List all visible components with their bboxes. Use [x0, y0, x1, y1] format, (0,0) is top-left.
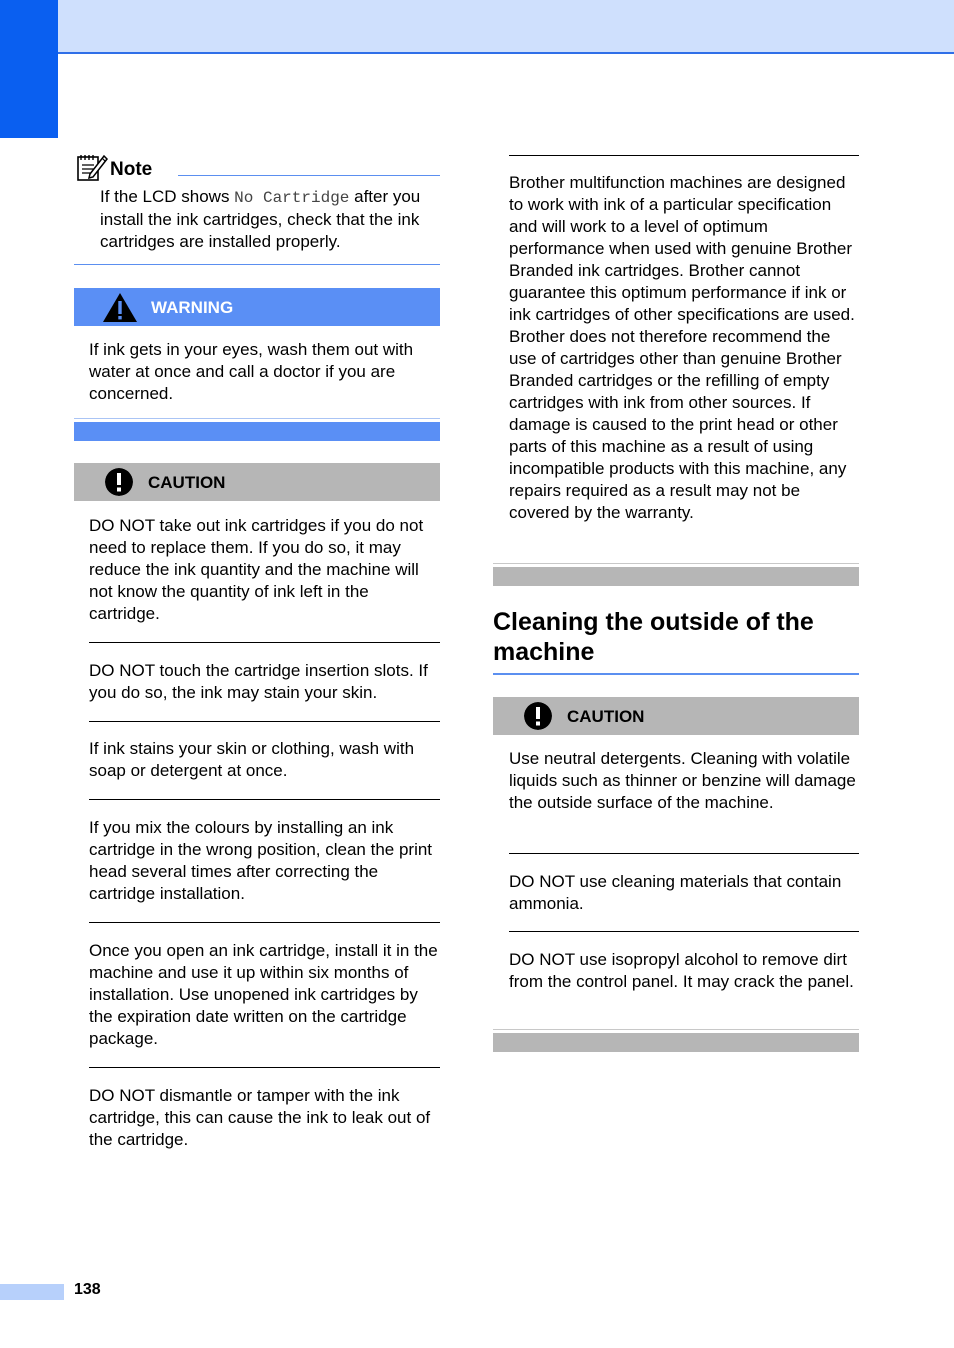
caution-item: DO NOT use cleaning materials that contain ammonia.	[509, 872, 842, 913]
section-title: Cleaning the outside of the machine	[493, 608, 814, 666]
caution-divider	[89, 721, 440, 722]
warning-text: If ink gets in your eyes, wash them out with water at once and call a doctor if you are concerned.	[89, 340, 414, 403]
exclamation-icon	[105, 468, 133, 496]
caution-item: Once you open an ink cartridge, install it in the machine and use it up within six months of installation. Use unopened ink cartridges by the expiration date written on the cartridge package.	[89, 941, 438, 1048]
note-pencil-icon	[76, 152, 108, 182]
page-number-bar	[0, 1284, 64, 1300]
caution-end-rule	[493, 1029, 859, 1030]
caution-item: If ink stains your skin or clothing, wash with soap or detergent at once.	[89, 739, 415, 780]
caution-item: If you mix the colours by installing an ink cartridge in the wrong position, clean the print head several times after correcting the cartridge installation.	[89, 818, 433, 903]
caution-item: DO NOT dismantle or tamper with the ink cartridge, this can cause the ink to leak out of the cartridge.	[89, 1086, 431, 1149]
caution-header	[493, 697, 859, 735]
chapter-tab	[0, 0, 58, 138]
warning-triangle-icon	[102, 292, 138, 323]
header-band	[0, 0, 954, 54]
note-text-after: after you install the ink cartridges, check that the ink cartridges are installed properly.	[100, 187, 421, 251]
caution-divider	[89, 922, 440, 923]
caution-header	[74, 463, 440, 501]
caution-end-rule	[493, 563, 859, 564]
caution-end-bar	[493, 1033, 859, 1052]
section-title-rule	[493, 673, 859, 675]
note-divider	[178, 175, 440, 176]
warning-end-bar	[74, 422, 440, 441]
note-title: Note	[110, 159, 153, 180]
caution-divider	[89, 642, 440, 643]
note-header	[76, 152, 440, 182]
caution-item: Brother multifunction machines are designed to work with ink of a particular specification and will work to a level of optimum performance when used with genuine Brother Branded ink cartridges. Brother cannot guarantee this optimum performance if ink or ink cartridges of other specifications are used. Brother does not therefore recommend the use of cartridges other than genuine Brother Branded cartridges or the refilling of empty cartridges with ink from other sources. If damage is caused to the print head or other parts of this machine as a result of using incompatible products with this machine, any repairs required as a result may not be covered by the warranty.	[509, 173, 855, 522]
warning-header	[74, 288, 440, 326]
exclamation-icon	[524, 702, 552, 730]
caution-divider	[509, 155, 859, 156]
warning-end-rule	[74, 418, 440, 419]
caution-label: CAUTION	[567, 707, 645, 726]
caution-end-bar	[493, 567, 859, 586]
caution-label: CAUTION	[148, 473, 226, 492]
lcd-message: No Cartridge	[234, 189, 350, 207]
caution-item: DO NOT use isopropyl alcohol to remove dirt from the control panel. It may crack the panel.	[509, 950, 854, 991]
caution-item: DO NOT touch the cartridge insertion slots. If you do so, the ink may stain your skin.	[89, 661, 428, 702]
page-number: 138	[74, 1281, 101, 1298]
note-text	[100, 186, 440, 253]
caution-item: Use neutral detergents. Cleaning with volatile liquids such as thinner or benzine will damage the outside surface of the machine.	[509, 749, 856, 812]
caution-divider	[89, 799, 440, 800]
caution-divider	[509, 931, 859, 932]
warning-label: WARNING	[151, 298, 234, 317]
caution-divider	[89, 1067, 440, 1068]
caution-divider	[509, 853, 859, 854]
caution-item: DO NOT take out ink cartridges if you do not need to replace them. If you do so, it may reduce the ink quantity and the machine will not know the quantity of ink left in the cartridge.	[89, 516, 424, 623]
note-bottom-rule	[74, 264, 440, 265]
note-text-before: If the LCD shows	[100, 187, 235, 206]
